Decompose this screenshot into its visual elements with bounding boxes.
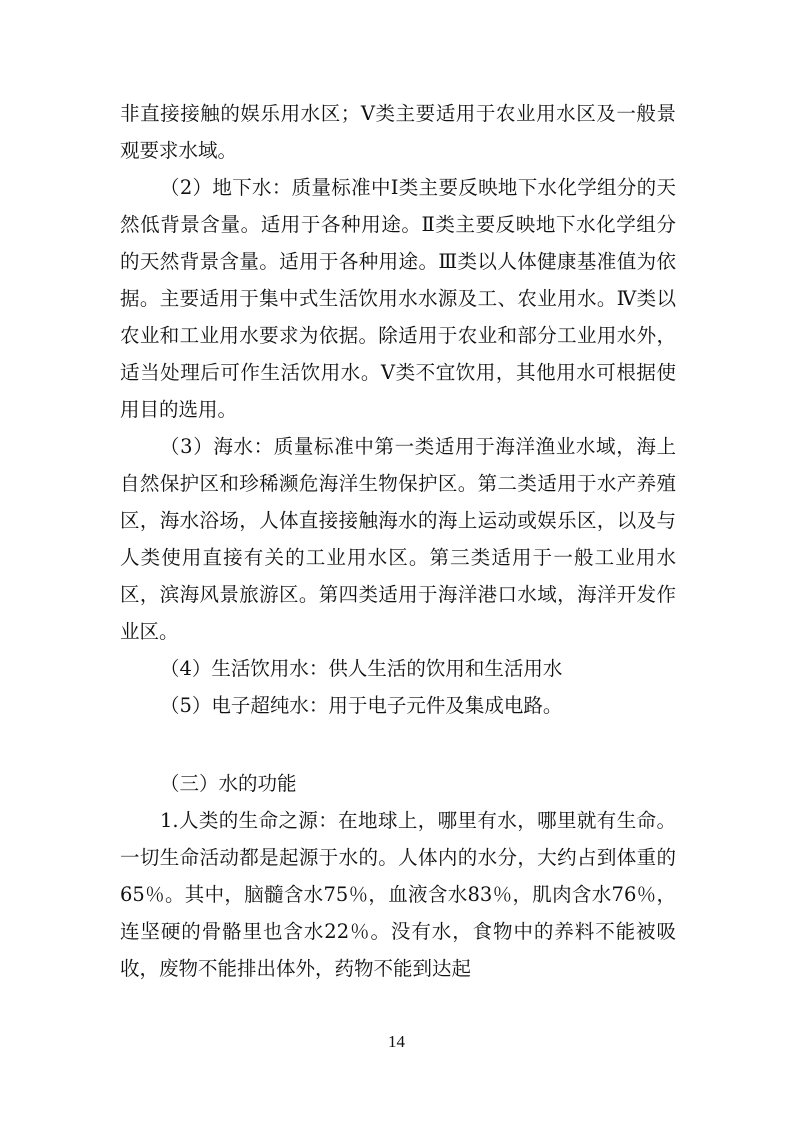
section-spacer [120,724,676,765]
section-heading: （三）水的功能 [160,772,297,795]
paragraph-groundwater: （2）地下水：质量标准中Ⅰ类主要反映地下水化学组分的天然低背景含量。适用于各种用途。Ⅱ类主要反映地下水化学组分的天然背景含量。适用于各种用途。Ⅲ类以人体健康基准值为依据。主要适用于集中式生活饮用水水源及工、农业用水。Ⅳ类以农业和工业用水要求为依据。除适用于农业和部分工业用水外，适当处理后可作生活饮用水。Ⅴ类不宜饮用，其他用水可根据使用目的选用。 [120,176,676,421]
paragraph-drinking-water: （4）生活饮用水：供人生活的饮用和生活用水 [160,657,563,680]
paragraph-continuation: 非直接接触的娱乐用水区；Ⅴ类主要适用于农业用水区及一般景观要求水域。 [120,102,676,162]
paragraph-seawater: （3）海水：质量标准中第一类适用于海洋渔业水域，海上自然保护区和珍稀濒危海洋生物保护区。第二类适用于水产养殖区，海水浴场，人体直接接触海水的海上运动或娱乐区，以及与人类使用直接有关的工业用水区。第三类适用于一般工业用水区，滨海风景旅游区。第四类适用于海洋港口水域，海洋开发作业区。 [120,435,676,643]
document-body [120,95,676,987]
paragraph-ultrapure-water: （5）电子超纯水：用于电子元件及集成电路。 [160,694,563,717]
paragraph-source-of-life: 1.人类的生命之源：在地球上，哪里有水，哪里就有生命。一切生命活动都是起源于水的。人体内的水分，大约占到体重的65％。其中，脑髓含水75％，血液含水83％，肌肉含水76％，连坚硬的骨骼里也含水22％。没有水，食物中的养料不能被吸收，废物不能排出体外，药物不能到达起 [120,809,676,980]
page-number: 14 [388,1032,405,1051]
